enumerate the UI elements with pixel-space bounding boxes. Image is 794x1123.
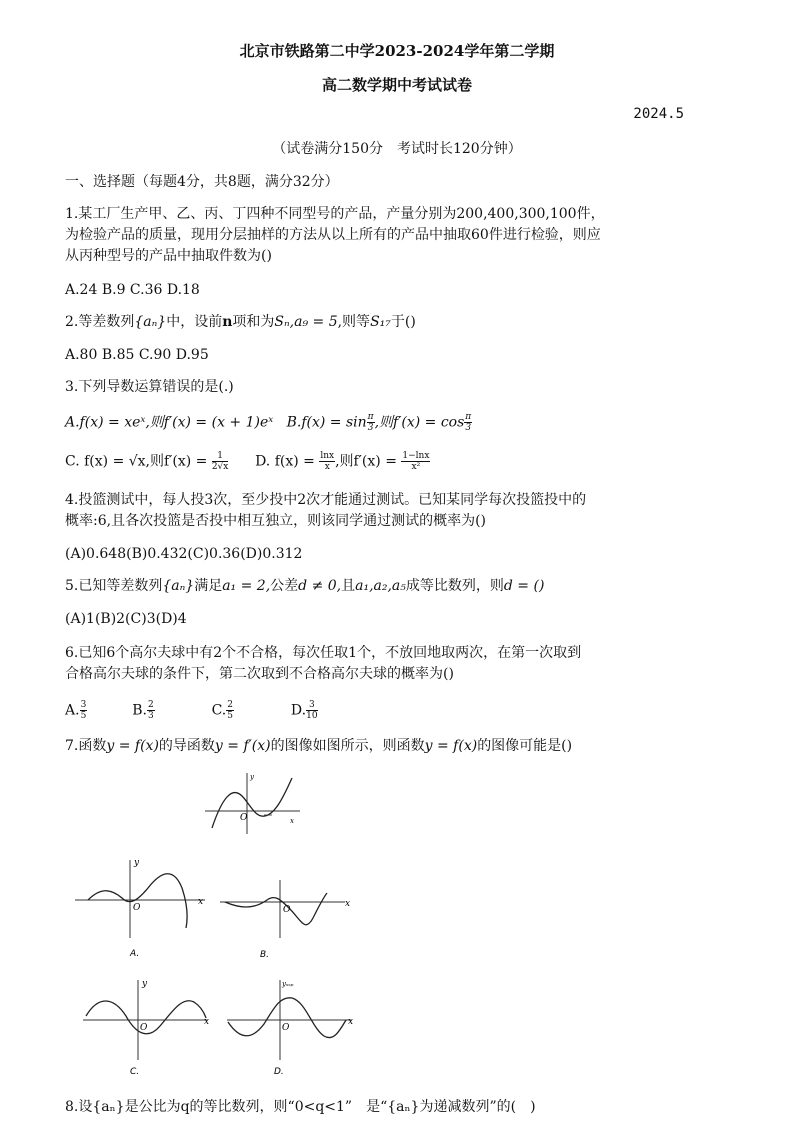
q2-suffix: 于()	[390, 314, 416, 330]
q7-f2: y = f′(x)	[214, 738, 271, 754]
q1-line1: 1.某工厂生产甲、乙、丙、丁四种不同型号的产品，产量分别为200,400,300,100件，	[65, 206, 605, 222]
q7-mid: 的导函数	[158, 738, 215, 754]
q3-d-den2: x²	[411, 462, 421, 472]
q7-stem	[65, 736, 572, 757]
graph-option-d	[222, 978, 362, 1078]
derivative-x-label: x	[290, 817, 294, 825]
section-heading: 一、选择题（每题4分，共8题，满分32分）	[65, 174, 339, 190]
q5-end: d = ()	[503, 578, 545, 594]
q6-opt-b-den: 3	[147, 711, 154, 721]
graph-option-a	[70, 858, 210, 968]
q6-opt-d-den: 10	[306, 711, 318, 721]
q3-option-d-mid: ,则f′(x) =	[335, 453, 397, 470]
q6-options	[65, 700, 318, 722]
q6-opt-c-label: C.	[211, 702, 227, 719]
q7-prefix: 7.函数	[65, 738, 107, 754]
q6-line2: 合格高尔夫球的条件下，第二次取到不合格高尔夫球的概率为()	[65, 666, 454, 682]
caption-a: A.	[130, 949, 140, 959]
q6-opt-b-label: B.	[132, 702, 147, 719]
q3-option-b-pre: B.f(x) = sin	[286, 414, 367, 431]
derivative-y-label: y	[250, 773, 254, 781]
q4-options: (A)0.648(B)0.432(C)0.36(D)0.312	[65, 546, 303, 562]
c-origin: O	[140, 1023, 148, 1033]
q6-opt-a-num: 3	[80, 700, 87, 710]
q3-b-three: 3	[367, 423, 374, 433]
q6-opt-b-num: 2	[147, 700, 154, 710]
q5-mid3: 且	[341, 578, 356, 594]
caption-d: D.	[274, 1067, 284, 1077]
q3-option-a: A.f(x) = xeˣ,则f′(x) = (x + 1)eˣ	[65, 414, 274, 431]
q5-seq: {aₙ}	[162, 578, 195, 594]
q5-mid: 满足	[194, 578, 223, 594]
q6-opt-c-den: 5	[227, 711, 233, 721]
q8-stem: 8.设{aₙ}是公比为q的等比数列，则“0<q<1” 是“{aₙ}为递减数列”的( )	[65, 1099, 536, 1115]
q3-d-den: x	[324, 462, 330, 472]
q7-suffix: 的图像可能是()	[477, 738, 573, 754]
q3-options-cd	[65, 451, 430, 473]
q6-opt-a-label: A.	[65, 702, 80, 719]
q2-options: A.80 B.85 C.90 D.95	[65, 347, 209, 363]
a-origin: O	[133, 903, 141, 913]
derivative-graph	[200, 768, 310, 838]
q3-b-pi2: π	[465, 412, 472, 422]
q5-prefix: 5.已知等差数列	[65, 578, 163, 594]
q3-stem: 3.下列导数运算错误的是(.)	[65, 379, 234, 395]
school-line: 北京市铁路第二中学2023-2024学年第二学期	[239, 42, 555, 60]
q5-mid2: 公差	[270, 578, 299, 594]
q5-cond2: d ≠ 0,	[298, 578, 342, 594]
b-x-label: x	[345, 899, 351, 909]
q2-mid3: ,则等	[337, 314, 371, 330]
q1-line3: 从丙种型号的产品中抽取件数为()	[65, 248, 272, 264]
q3-d-num: lnx	[320, 451, 335, 461]
q4-line2: 概率:6,且各次投篮是否投中相互独立，则该同学通过测试的概率为()	[65, 513, 486, 529]
q6-opt-d-num: 3	[306, 700, 317, 711]
q3-b-pi: π	[367, 412, 374, 422]
q5-suffix: 成等比数列，则	[405, 578, 504, 594]
q5-stem	[65, 576, 544, 597]
q2-seq: {aₙ}	[134, 314, 167, 330]
q3-c-den: 2√x	[211, 462, 229, 472]
q2-prefix: 2.等差数列	[65, 314, 135, 330]
q3-b-three2: 3	[465, 423, 472, 433]
graph-option-c	[78, 978, 218, 1078]
q3-option-c-pre: C. f(x) = √x,则f′(x) =	[65, 453, 208, 470]
q7-mid2: 的图像如图所示，则函数	[270, 738, 425, 754]
q7-f3: y = f(x)	[424, 738, 478, 754]
q6-opt-c-num: 2	[227, 700, 233, 710]
c-x-label: x	[204, 1017, 210, 1027]
c-y-label: y	[142, 979, 148, 989]
d-y-label: yₛₛₚ	[282, 980, 294, 988]
q7-f1: y = f(x)	[106, 738, 159, 754]
q6-line1: 6.已知6个高尔夫球中有2个不合格，每次任取1个，不放回地取两次，在第一次取到	[65, 645, 582, 661]
q3-options-ab	[65, 412, 472, 434]
caption-c: C.	[130, 1067, 140, 1077]
q3-d-num2: 1−lnx	[402, 451, 430, 461]
exam-date: 2024.5	[633, 106, 684, 122]
q5-cond1: a₁ = 2,	[222, 578, 271, 594]
graph-option-b	[215, 878, 355, 968]
q3-c-num: 1	[212, 451, 229, 462]
caption-b: B.	[260, 950, 270, 960]
q2-target: S₁₇	[370, 314, 391, 330]
q3-option-d-pre: D. f(x) =	[255, 453, 315, 470]
exam-info: （试卷满分150分 考试时长120分钟）	[272, 141, 522, 157]
a-x-label: x	[198, 897, 204, 907]
q6-opt-d-label: D.	[290, 702, 307, 719]
q1-options: A.24 B.9 C.36 D.18	[65, 282, 200, 298]
q2-stem	[65, 312, 416, 333]
q6-opt-a-den: 5	[80, 711, 87, 721]
a-y-label: y	[134, 858, 140, 868]
derivative-origin: O	[240, 813, 248, 823]
q2-n: n	[222, 314, 233, 330]
q2-mid: 中，设前	[166, 314, 223, 330]
q4-line1: 4.投篮测试中，每人投3次，至少投中2次才能通过测试。已知某同学每次投篮投中的	[65, 492, 587, 508]
q2-mid2: 项和为	[232, 314, 275, 330]
q2-cond: Sₙ,a₉ = 5	[274, 314, 338, 330]
b-origin: O	[283, 905, 291, 915]
q5-options: (A)1(B)2(C)3(D)4	[65, 611, 187, 627]
q5-cond3: a₁,a₂,a₅	[355, 578, 406, 594]
q3-option-b-mid: ,则f′(x) = cos	[374, 414, 465, 431]
d-origin: O	[282, 1023, 290, 1033]
exam-title: 高二数学期中考试试卷	[321, 76, 472, 94]
d-x-label: x	[348, 1017, 354, 1027]
q1-line2: 为检验产品的质量，现用分层抽样的方法从以上所有的产品中抽取60件进行检验，则应	[65, 227, 601, 243]
